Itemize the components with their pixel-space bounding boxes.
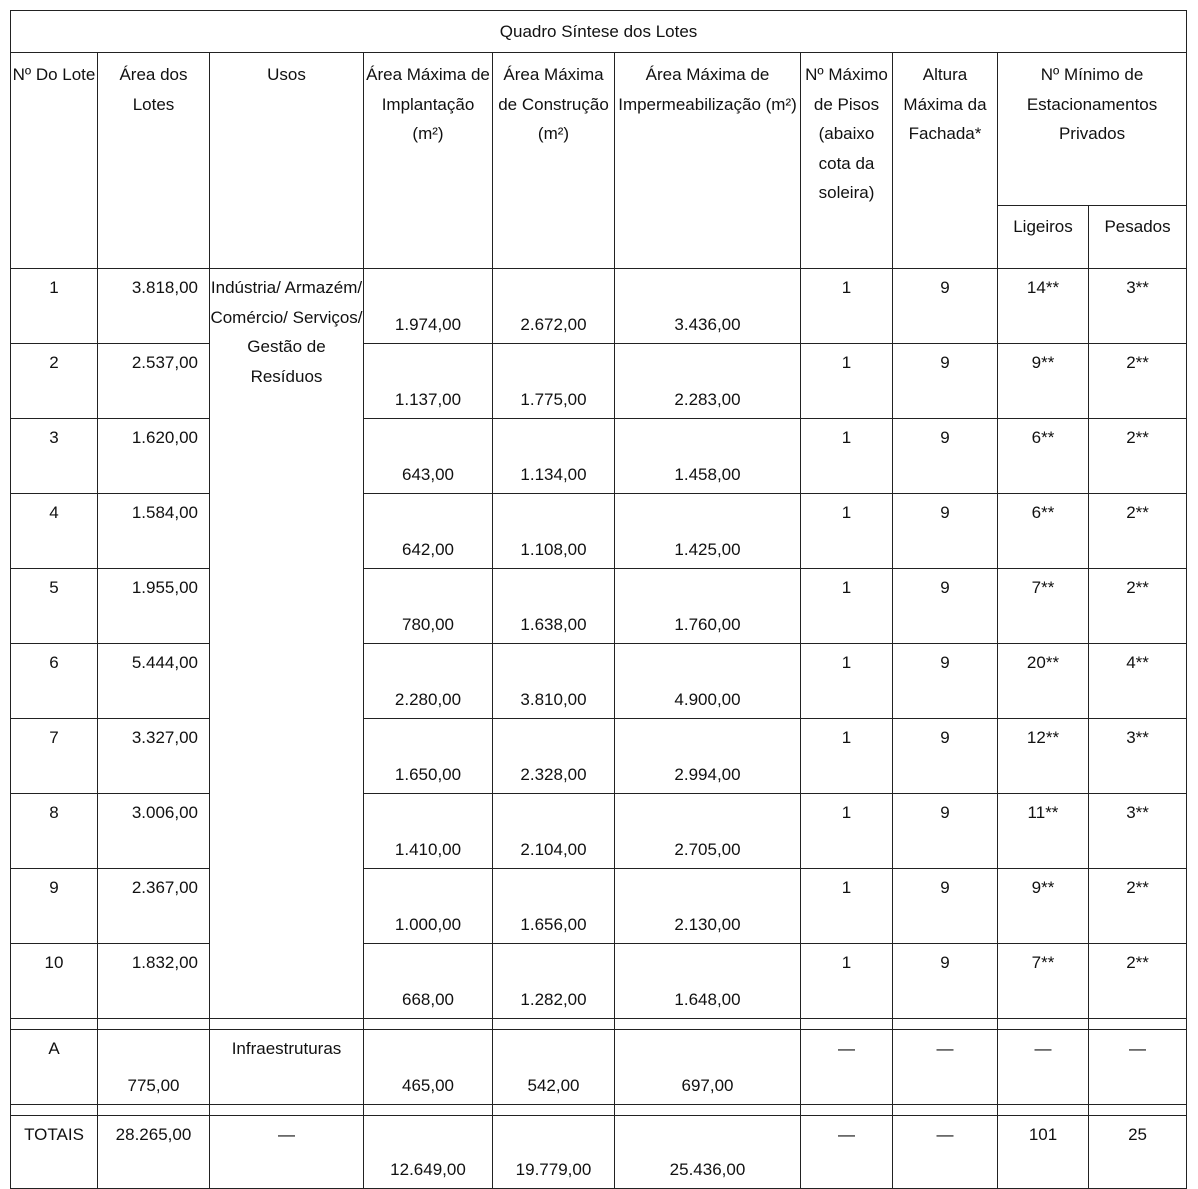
totals-row: [11, 1116, 1187, 1189]
cell-pisos: 1: [801, 644, 893, 719]
header-estacionamentos: Nº Mínimo de Estacionamentos Privados: [998, 53, 1187, 206]
cell-construcao: 2.672,00: [493, 269, 615, 344]
cell-altura: 9: [893, 944, 998, 1019]
cell-lote: 2: [11, 344, 98, 419]
cell-area: 1.955,00: [98, 569, 210, 644]
cell-impermeabilizacao: 2.705,00: [615, 794, 801, 869]
cell-pisos: 1: [801, 269, 893, 344]
cell-construcao: 2.104,00: [493, 794, 615, 869]
cell-pisos: 1: [801, 494, 893, 569]
cell-area: 3.818,00: [98, 269, 210, 344]
table-row: [11, 569, 1187, 644]
table-row: [11, 344, 1187, 419]
cell-impermeabilizacao: 697,00: [615, 1030, 801, 1105]
cell-pisos: 1: [801, 344, 893, 419]
cell-construcao: 1.282,00: [493, 944, 615, 1019]
table-row-a: [11, 1030, 1187, 1105]
table-row: [11, 869, 1187, 944]
cell-area: 28.265,00: [98, 1116, 210, 1189]
cell-pisos: 1: [801, 869, 893, 944]
cell-pisos: 1: [801, 569, 893, 644]
cell-pesados: 2**: [1089, 569, 1187, 644]
cell-ligeiros: 6**: [998, 494, 1089, 569]
cell-construcao: 2.328,00: [493, 719, 615, 794]
table-row: [11, 494, 1187, 569]
table-title: Quadro Síntese dos Lotes: [11, 11, 1187, 53]
cell-altura: —: [893, 1030, 998, 1105]
cell-lote: 6: [11, 644, 98, 719]
cell-construcao: 3.810,00: [493, 644, 615, 719]
header-altura: Altura Máxima da Fachada*: [893, 53, 998, 269]
cell-altura: 9: [893, 419, 998, 494]
cell-construcao: 542,00: [493, 1030, 615, 1105]
cell-implantacao: 1.000,00: [364, 869, 493, 944]
spacer-row: [11, 1105, 1187, 1116]
cell-lote: 7: [11, 719, 98, 794]
cell-lote: 3: [11, 419, 98, 494]
table-row: [11, 944, 1187, 1019]
cell-construcao: 19.779,00: [493, 1116, 615, 1189]
spacer-row: [11, 1019, 1187, 1030]
header-area-lotes: Área dos Lotes: [98, 53, 210, 269]
cell-ligeiros: 9**: [998, 869, 1089, 944]
cell-implantacao: 1.974,00: [364, 269, 493, 344]
header-impermeabilizacao: Área Máxima de Impermeabilização (m²): [615, 53, 801, 269]
cell-totais-label: TOTAIS: [11, 1116, 98, 1189]
lots-summary-table: [10, 10, 1187, 1189]
cell-construcao: 1.656,00: [493, 869, 615, 944]
cell-ligeiros: 6**: [998, 419, 1089, 494]
cell-ligeiros: 20**: [998, 644, 1089, 719]
cell-pisos: 1: [801, 419, 893, 494]
cell-ligeiros: 7**: [998, 569, 1089, 644]
cell-implantacao: 668,00: [364, 944, 493, 1019]
cell-area: 3.006,00: [98, 794, 210, 869]
cell-impermeabilizacao: 1.458,00: [615, 419, 801, 494]
cell-impermeabilizacao: 2.130,00: [615, 869, 801, 944]
table-row: [11, 719, 1187, 794]
cell-pesados: 3**: [1089, 719, 1187, 794]
cell-usos: Infraestruturas: [210, 1030, 364, 1105]
cell-impermeabilizacao: 2.994,00: [615, 719, 801, 794]
cell-area: 1.832,00: [98, 944, 210, 1019]
table-row: [11, 794, 1187, 869]
cell-ligeiros: 9**: [998, 344, 1089, 419]
cell-pesados: 2**: [1089, 419, 1187, 494]
cell-construcao: 1.108,00: [493, 494, 615, 569]
table-row: [11, 644, 1187, 719]
cell-implantacao: 1.650,00: [364, 719, 493, 794]
cell-ligeiros: 14**: [998, 269, 1089, 344]
cell-altura: 9: [893, 344, 998, 419]
cell-area: 1.584,00: [98, 494, 210, 569]
cell-ligeiros: 101: [998, 1116, 1089, 1189]
table-row: [11, 269, 1187, 344]
cell-area: 3.327,00: [98, 719, 210, 794]
cell-altura: 9: [893, 869, 998, 944]
cell-ligeiros: —: [998, 1030, 1089, 1105]
cell-pesados: 4**: [1089, 644, 1187, 719]
cell-impermeabilizacao: 1.648,00: [615, 944, 801, 1019]
cell-pesados: 3**: [1089, 794, 1187, 869]
header-lote: Nº Do Lote: [11, 53, 98, 269]
cell-implantacao: 12.649,00: [364, 1116, 493, 1189]
cell-construcao: 1.134,00: [493, 419, 615, 494]
cell-pesados: 2**: [1089, 494, 1187, 569]
header-pisos: Nº Máximo de Pisos (abaixo cota da soleira): [801, 53, 893, 269]
cell-implantacao: 2.280,00: [364, 644, 493, 719]
cell-ligeiros: 11**: [998, 794, 1089, 869]
cell-area: 775,00: [98, 1030, 210, 1105]
cell-altura: 9: [893, 269, 998, 344]
cell-implantacao: 643,00: [364, 419, 493, 494]
cell-altura: —: [893, 1116, 998, 1189]
cell-pisos: 1: [801, 794, 893, 869]
cell-impermeabilizacao: 1.760,00: [615, 569, 801, 644]
header-pesados: Pesados: [1089, 206, 1187, 269]
cell-pesados: 2**: [1089, 344, 1187, 419]
cell-pesados: —: [1089, 1030, 1187, 1105]
cell-usos: —: [210, 1116, 364, 1189]
cell-lote: 8: [11, 794, 98, 869]
cell-pisos: 1: [801, 944, 893, 1019]
cell-altura: 9: [893, 644, 998, 719]
cell-implantacao: 1.410,00: [364, 794, 493, 869]
cell-implantacao: 780,00: [364, 569, 493, 644]
cell-construcao: 1.638,00: [493, 569, 615, 644]
cell-lote: 5: [11, 569, 98, 644]
cell-usos: Indústria/ Armazém/ Comércio/ Serviços/ Gestão de Resíduos: [210, 269, 364, 1019]
cell-pesados: 3**: [1089, 269, 1187, 344]
cell-altura: 9: [893, 719, 998, 794]
cell-altura: 9: [893, 794, 998, 869]
cell-lote: 1: [11, 269, 98, 344]
cell-pesados: 2**: [1089, 869, 1187, 944]
cell-area: 2.537,00: [98, 344, 210, 419]
cell-ligeiros: 7**: [998, 944, 1089, 1019]
cell-ligeiros: 12**: [998, 719, 1089, 794]
cell-pisos: 1: [801, 719, 893, 794]
cell-area: 1.620,00: [98, 419, 210, 494]
table-row: [11, 419, 1187, 494]
cell-lote: 10: [11, 944, 98, 1019]
cell-pisos: —: [801, 1030, 893, 1105]
cell-lote: 4: [11, 494, 98, 569]
cell-lote: A: [11, 1030, 98, 1105]
cell-impermeabilizacao: 3.436,00: [615, 269, 801, 344]
header-usos: Usos: [210, 53, 364, 269]
cell-impermeabilizacao: 2.283,00: [615, 344, 801, 419]
cell-lote: 9: [11, 869, 98, 944]
cell-pisos: —: [801, 1116, 893, 1189]
header-ligeiros: Ligeiros: [998, 206, 1089, 269]
cell-construcao: 1.775,00: [493, 344, 615, 419]
cell-area: 5.444,00: [98, 644, 210, 719]
header-implantacao: Área Máxima de Implantação (m²): [364, 53, 493, 269]
cell-implantacao: 642,00: [364, 494, 493, 569]
cell-impermeabilizacao: 4.900,00: [615, 644, 801, 719]
cell-pesados: 2**: [1089, 944, 1187, 1019]
cell-impermeabilizacao: 25.436,00: [615, 1116, 801, 1189]
cell-impermeabilizacao: 1.425,00: [615, 494, 801, 569]
header-construcao: Área Máxima de Construção (m²): [493, 53, 615, 269]
cell-altura: 9: [893, 569, 998, 644]
cell-area: 2.367,00: [98, 869, 210, 944]
cell-implantacao: 1.137,00: [364, 344, 493, 419]
cell-altura: 9: [893, 494, 998, 569]
cell-implantacao: 465,00: [364, 1030, 493, 1105]
cell-pesados: 25: [1089, 1116, 1187, 1189]
